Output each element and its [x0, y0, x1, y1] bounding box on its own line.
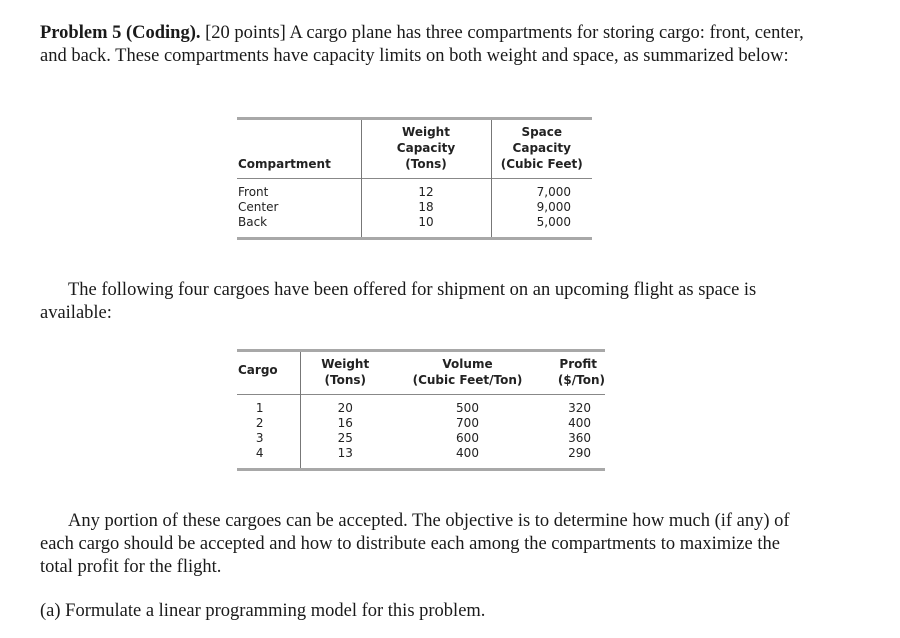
- cargo-number: 2: [255, 416, 264, 430]
- cargo-profit: 290: [568, 446, 591, 460]
- cargo-volume: 700: [456, 416, 479, 430]
- compartment-space: 7,000: [491, 179, 592, 201]
- table-row: [237, 179, 592, 201]
- compartment-weight: 12: [361, 179, 491, 201]
- cargo-profit: 360: [568, 431, 591, 445]
- header-weight-line2: (Tons): [324, 373, 366, 387]
- intro-text: A cargo plane has three compartments for storing cargo: front, center, and back. These compartments have capacity limits on both weight and space, as summarized below:: [40, 23, 804, 66]
- problem-label: Problem 5 (Coding).: [40, 23, 201, 43]
- problem-statement: [40, 22, 810, 68]
- header-profit-line1: Profit: [559, 357, 597, 371]
- cargo-weight: 25: [300, 431, 390, 446]
- header-weight: [300, 351, 390, 395]
- table-row: [237, 395, 605, 417]
- header-weight-capacity: [361, 119, 491, 179]
- table-row: [237, 431, 605, 446]
- header-weight-line3: (Tons): [405, 157, 447, 171]
- header-space-line1: Space: [521, 125, 563, 139]
- compartment-space: 5,000: [491, 215, 592, 239]
- header-profit: [545, 351, 605, 395]
- compartment-name: Center: [238, 200, 279, 214]
- cargo-volume: 400: [456, 446, 479, 460]
- header-weight-line1: Weight: [321, 357, 370, 371]
- cargo-volume: 600: [456, 431, 479, 445]
- cargo-number: 4: [255, 446, 264, 460]
- header-volume: [390, 351, 545, 395]
- header-space-capacity: [491, 119, 592, 179]
- table-row: [237, 416, 605, 431]
- closing-paragraph: Any portion of these cargoes can be accepted. The objective is to determine how much (if any) of each cargo should be accepted and how to distribute each among the compartments to maximize the total profit for the flight.: [40, 511, 790, 577]
- header-space-line2: Capacity: [512, 141, 571, 155]
- header-weight-line1: Weight: [402, 125, 450, 139]
- points-label: [20 points]: [205, 23, 286, 43]
- compartment-name: Back: [238, 215, 268, 229]
- compartment-capacity-table: [237, 117, 592, 240]
- cargo-table: [237, 349, 605, 471]
- cargo-weight: 13: [300, 446, 390, 470]
- cargo-weight: 16: [300, 416, 390, 431]
- compartment-weight: 18: [361, 200, 491, 215]
- header-profit-line2: ($/Ton): [557, 373, 605, 387]
- cargo-number: 1: [255, 401, 264, 415]
- cargo-volume: 500: [456, 401, 479, 415]
- cargo-profit: 400: [568, 416, 591, 430]
- header-volume-line1: Volume: [442, 357, 493, 371]
- compartment-name: Front: [238, 185, 269, 199]
- header-compartment: Compartment: [238, 157, 331, 171]
- table-row: [237, 215, 592, 239]
- cargo-weight: 20: [300, 395, 390, 417]
- cargo-profit: 320: [568, 401, 591, 415]
- compartment-weight: 10: [361, 215, 491, 239]
- table-header-row: [237, 351, 605, 395]
- table-header-row: [237, 119, 592, 179]
- compartment-space: 9,000: [491, 200, 592, 215]
- header-volume-line2: (Cubic Feet/Ton): [412, 373, 523, 387]
- table-row: [237, 200, 592, 215]
- cargo-number: 3: [255, 431, 264, 445]
- part-a-question: (a) Formulate a linear programming model for this problem.: [40, 601, 486, 621]
- table-row: [237, 446, 605, 470]
- header-space-line3: (Cubic Feet): [500, 157, 583, 171]
- header-cargo: Cargo: [238, 363, 278, 377]
- middle-paragraph: The following four cargoes have been offered for shipment on an upcoming flight as space is available:: [40, 280, 757, 323]
- header-weight-line2: Capacity: [396, 141, 456, 155]
